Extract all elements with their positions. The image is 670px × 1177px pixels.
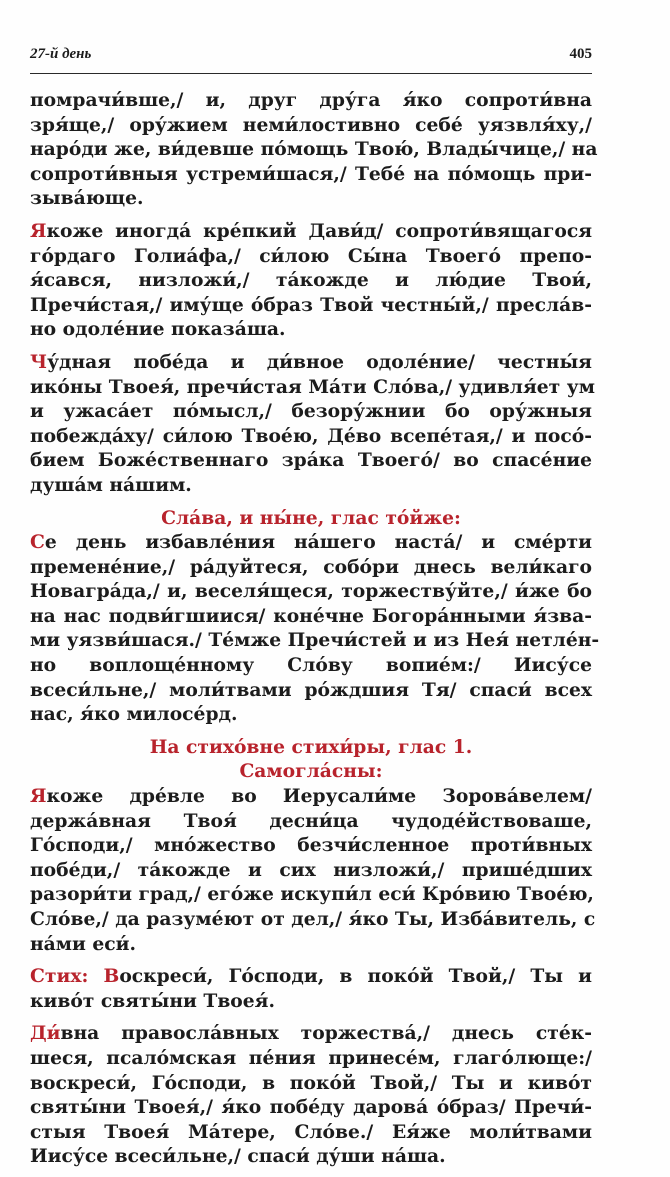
text-line [30, 317, 592, 342]
initial-letter: Ди [30, 1022, 61, 1045]
line-text: коже дре́вле во Иерусали́ме Зорова́велем/ [46, 785, 592, 808]
line-text: святы́ни Твоея́,/ я́ко побе́ду дарова́ о́браз/ Пречи́- [30, 1096, 592, 1119]
text-line [30, 1144, 592, 1169]
text-line [30, 186, 592, 211]
line-text: премене́ние,/ ра́дуйтеся, собо́ри днесь вели́каго [30, 555, 592, 578]
verse-stix [30, 964, 592, 1013]
text-line [30, 399, 592, 424]
text-line [30, 678, 592, 703]
text-line [30, 219, 592, 244]
line-text: киво́т святы́ни Твоея́. [30, 989, 275, 1012]
section-heading [30, 735, 592, 784]
text-line [30, 653, 592, 678]
line-text: всеси́льне,/ моли́твами ро́ждшия Тя/ спаси́ всех [30, 678, 592, 701]
text-line [30, 702, 592, 727]
text-line [30, 784, 592, 809]
line-text: я́сався, низложи́,/ та́кожде и лю́дие Твои́, [30, 269, 592, 292]
header-rule [30, 73, 592, 74]
text-line [30, 424, 592, 449]
text-line [30, 1120, 592, 1145]
text-line [30, 473, 592, 498]
hymn-paragraph [30, 88, 598, 211]
text-line [30, 530, 592, 555]
hymn-paragraph [30, 350, 595, 498]
line-text: бием Боже́ственнаго зра́ка Твоего́/ во спасе́ние [30, 449, 592, 472]
line-text: Новагра́да,/ и, веселя́щеся, торжеству́йте,/ и́же бо [30, 580, 592, 603]
text-line [30, 1095, 592, 1120]
text-line [30, 137, 598, 162]
text-line [30, 113, 592, 138]
line-text: Сло́ве,/ да разуме́ют от дел,/ я́ко Ты, Изба́витель, с [30, 908, 596, 930]
line-text: зыва́юще. [30, 187, 144, 210]
initial-letter: Я [30, 785, 47, 808]
line-text: держа́вная Твоя́ десни́ца чудоде́йствоваше, [30, 809, 592, 832]
initial-letter: Я [30, 219, 47, 242]
text-line [30, 964, 592, 989]
text-line [30, 244, 592, 269]
hymn-paragraph [30, 1021, 592, 1169]
initial-letter: С [30, 531, 45, 554]
text-line [30, 350, 592, 375]
text-line [30, 833, 592, 858]
hymn-paragraph [30, 219, 592, 342]
text-line [30, 448, 592, 473]
text-line [30, 268, 592, 293]
line-text: оскреси́, Го́споди, в поко́й Твой,/ Ты и [119, 965, 593, 988]
text-line [30, 604, 592, 629]
line-text: шеся, псало́мская пе́ния принесе́м, глаго́люще:/ [30, 1046, 592, 1069]
text-line [30, 162, 592, 187]
line-text: помрачи́вше,/ и, друг дру́га я́ко сопроти́вна [30, 89, 592, 111]
text-line [30, 907, 596, 932]
hymn-paragraph [30, 784, 596, 956]
line-text: Сла́ва, и ны́не, глас то́йже: [161, 506, 461, 529]
line-text: сопроти́вныя устреми́шася,/ Тебе́ на по́мощь при- [30, 162, 592, 185]
text-line [30, 932, 592, 957]
line-text: побежда́ху/ си́лою Твое́ю, Де́во всепе́тая,/ и посо́- [30, 424, 592, 447]
text-line [30, 506, 592, 531]
hymn-paragraph [30, 530, 600, 727]
text-line [30, 989, 592, 1014]
line-text: и ужаса́ет по́мысл,/ безору́жнии бо ору́жныя [30, 400, 592, 423]
section-heading [30, 506, 592, 531]
line-text: е день избавле́ния на́шего наста́/ и сме́рти [44, 531, 592, 554]
line-text: го́рдаго Голиа́фа,/ си́лою Сы́на Твоего́ препо- [30, 244, 592, 267]
text-line [30, 555, 592, 580]
text-line [30, 759, 592, 784]
line-text: ́вна правосла́вных торжества́,/ днесь сте́к- [60, 1022, 592, 1045]
line-text: нас, я́ко милосе́рд. [30, 703, 238, 726]
line-text: ико́ны Твоея́, пречи́стая Ма́ти Сло́ва,/ удивля́ет ум [30, 375, 595, 398]
line-text: ми уязви́шася./ Те́мже Пречи́стей и из Нея́ нетле́н- [30, 629, 600, 652]
line-text: На стихо́вне стихи́ры, глас 1. [149, 735, 473, 758]
line-text: Го́споди,/ мно́жество безчи́сленное проти́вных [30, 834, 592, 857]
line-text: Пречи́стая,/ иму́ще о́браз Твой честны́й,/ пресла́в- [30, 293, 592, 316]
text-line [30, 375, 595, 400]
day-title: 27-й день [30, 46, 92, 62]
line-text: на́ми еси́. [30, 932, 137, 955]
text-line [30, 293, 592, 318]
line-text: наро́ди же, ви́девше по́мощь Твою́, Влады́чице,/ на [30, 138, 598, 161]
line-text: коже иногда́ кре́пкий Дави́д/ сопроти́вящагося [46, 219, 592, 242]
line-text: душа́м на́шим. [30, 473, 192, 496]
line-text: но одоле́ние показа́ша. [30, 318, 286, 341]
text-line [30, 628, 600, 653]
line-text: разори́ти град,/ его́же искупи́л еси́ Кро́вию Твое́ю, [30, 883, 594, 906]
line-text: на нас подви́гшиися/ коне́чне Богора́нными я́зва- [30, 604, 592, 627]
page-number: 405 [569, 46, 592, 62]
text-line [30, 88, 592, 113]
line-text: Самогла́сны: [239, 760, 383, 783]
stix-label: Стих: В [30, 965, 120, 988]
text-line [30, 735, 592, 760]
line-text: побе́ди,/ та́кожде и сих низложи́,/ прише́дших [30, 858, 592, 881]
text-line [30, 1021, 592, 1046]
text-line [30, 1071, 592, 1096]
line-text: но воплоще́нному Сло́ву вопие́м:/ Иису́се [30, 654, 592, 677]
text-line [30, 858, 592, 883]
running-header [30, 46, 592, 66]
text-line [30, 1046, 592, 1071]
line-text: у́дная побе́да и ди́вное одоле́ние/ честны́я [47, 350, 592, 373]
line-text: Иису́се всеси́льне,/ спаси́ ду́ши на́ша. [30, 1145, 446, 1168]
initial-letter: Ч [30, 350, 48, 373]
text-line [30, 579, 592, 604]
page-body [30, 88, 600, 1177]
text-line [30, 882, 592, 907]
line-text: воскреси́, Го́споди, в поко́й Твой,/ Ты и киво́т [30, 1071, 592, 1094]
line-text: зря́ще,/ ору́жием неми́лостивно себе́ уязвля́ху,/ [30, 113, 592, 136]
line-text: стыя Твоея́ Ма́тере, Сло́ве./ Ея́же моли́твами [30, 1120, 592, 1143]
text-line [30, 809, 592, 834]
